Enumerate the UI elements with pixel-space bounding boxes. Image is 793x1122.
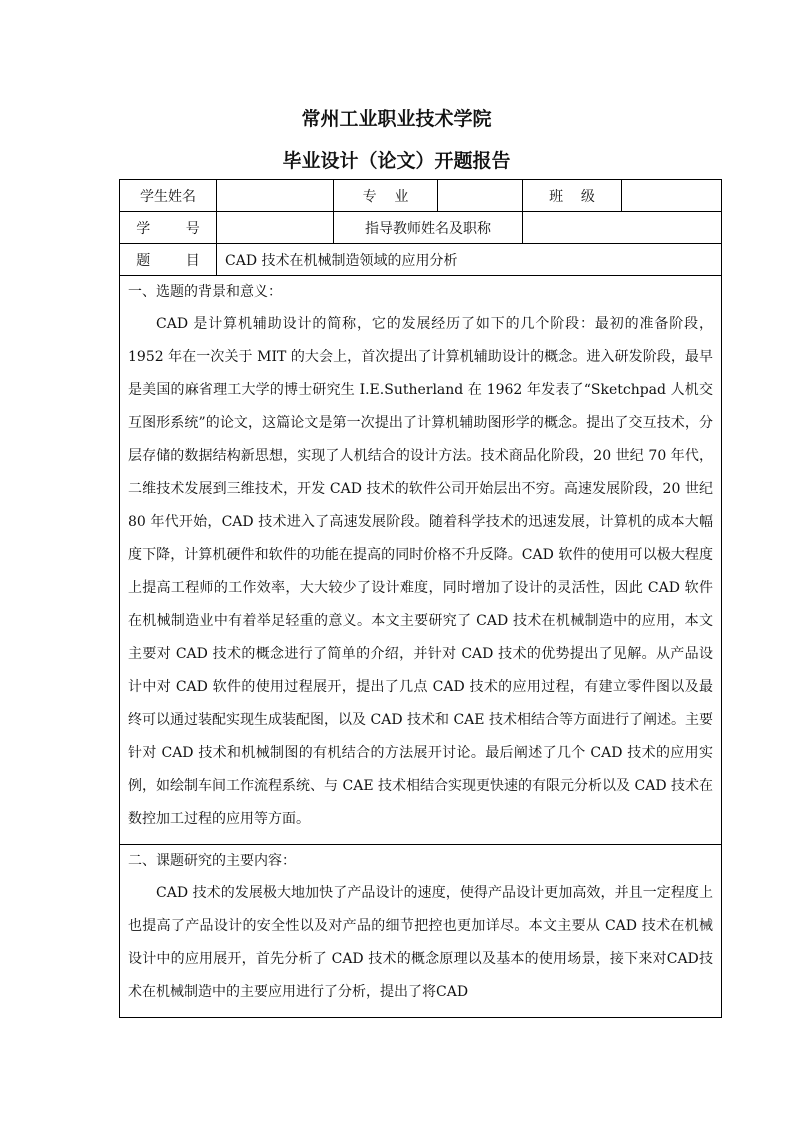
section-content	[120, 845, 722, 1018]
class-field[interactable]	[622, 180, 722, 212]
advisor-label: 指导教师姓名及职称	[334, 212, 523, 244]
school-name: 常州工业职业技术学院	[301, 108, 492, 130]
section-background	[120, 276, 722, 845]
student-id-label: 学 号	[120, 212, 217, 244]
student-name-field[interactable]	[217, 180, 334, 212]
major-field[interactable]	[438, 180, 523, 212]
topic-field[interactable]: CAD 技术在机械制造领域的应用分析	[217, 244, 722, 276]
advisor-field[interactable]	[523, 212, 722, 244]
topic-label: 题 目	[120, 244, 217, 276]
report-title: 毕业设计（论文）开题报告	[282, 150, 511, 172]
section-body: CAD 是计算机辅助设计的简称，它的发展经历了如下的几个阶段：最初的准备阶段，1952 年在一次关于 MIT 的大会上，首次提出了计算机辅助设计的概念。进入研发阶段，最早是美国的麻省理工大学的博士研究生 I.E.Sutherland 在 1962 年发表了“Sketchpad 人机交互图形系统”的论文，这篇论文是第一次提出了计算机辅助图形学的概念。提出了交互技术，分层存储的数据结构新思想，实现了人机结合的设计方法。技术商品化阶段，20 世纪 70 年代，二维技术发展到三维技术，开发 CAD 技术的软件公司开始层出不穷。高速发展阶段，20 世纪 80 年代开始，CAD 技术进入了高速发展阶段。随着科学技术的迅速发展，计算机的成本大幅度下降，计算机硬件和软件的功能在提高的同时价格不升反降。CAD 软件的使用可以极大程度上提高工程师的工作效率，大大较少了设计难度，同时增加了设计的灵活性，因此 CAD 软件在机械制造业中有着举足轻重的意义。本文主要研究了 CAD 技术在机械制造中的应用，本文主要对 CAD 技术的概念进行了简单的介绍，并针对 CAD 技术的优势提出了见解。从产品设计中对 CAD 软件的使用过程展开，提出了几点 CAD 技术的应用过程，有建立零件图以及最终可以通过装配实现生成装配图，以及 CAD 技术和 CAE 技术相结合等方面进行了阐述。主要针对 CAD 技术和机械制图的有机结合的方法展开讨论。最后阐述了几个 CAD 技术的应用实例，如绘制车间工作流程系统、与 CAE 技术相结合实现更快速的有限元分析以及 CAD 技术在数控加工过程的应用等方面。	[128, 316, 713, 827]
student-name-label: 学生姓名	[120, 180, 217, 212]
section-content-cell	[120, 845, 722, 1018]
proposal-form-table	[119, 179, 722, 1018]
form-row-id	[120, 212, 722, 244]
section-heading: 二、课题研究的主要内容：	[128, 853, 296, 869]
form-row-student	[120, 180, 722, 212]
form-row-topic	[120, 244, 722, 276]
major-label: 专 业	[334, 180, 438, 212]
student-id-field[interactable]	[217, 212, 334, 244]
section-body: CAD 技术的发展极大地加快了产品设计的速度，使得产品设计更加高效，并且一定程度上也提高了产品设计的安全性以及对产品的细节把控也更加详尽。本文主要从 CAD 技术在机械设计中的应用展开，首先分析了 CAD 技术的概念原理以及基本的使用场景，接下来对CAD技术在机械制造中的主要应用进行了分析，提出了将CAD	[128, 885, 713, 1000]
section-heading: 一、选题的背景和意义：	[128, 284, 282, 300]
section-background-cell	[120, 276, 722, 845]
class-label: 班 级	[523, 180, 622, 212]
